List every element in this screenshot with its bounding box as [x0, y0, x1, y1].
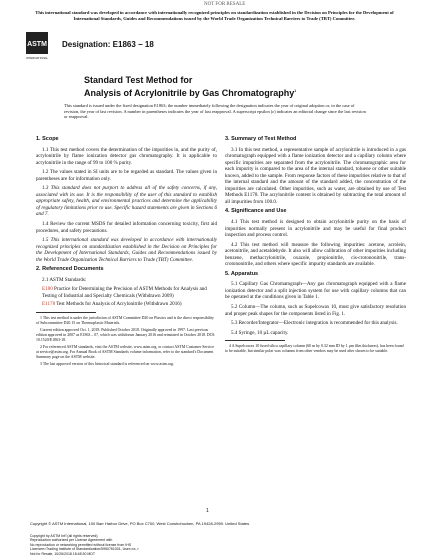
- license-line-3: No reproduction or networking permitted without license from IHS: [30, 542, 132, 547]
- resale-stamp: NOT FOR RESALE: [204, 2, 246, 7]
- right-column: [225, 136, 406, 356]
- para-3-1: 3.1 In this test method, a representative sample of acrylonitrile is introduced in a gas chromatograph equipped with a flame ionization detector and a capillary column where specific impurities are separated from the acrylonitrile. The chromatographic area for each impurity is compared to the area of the internal standard, toluene or other suitable known, added to the sample. From response factors of these impurities relative to that of the internal standard and the amount of the standard added, the concentration of the impurities are calculated. Other impurities, such as water, are obtained by use of Test Methods E1178. The acrylonitrile content is obtained by subtracting the total amount of all impurities from 100.0.: [225, 146, 406, 205]
- svg-text:INTERNATIONAL: INTERNATIONAL: [26, 56, 48, 60]
- link-e1178[interactable]: E1178: [42, 301, 56, 308]
- para-4-1: 4.1 This test method is designed to obtain acrylonitrile purity on the basis of impurities normally present in acrylonitrile and may be useful for final product inspection and process control.: [225, 219, 406, 239]
- footnote-2: 2 For referenced ASTM standards, visit the ASTM website, www.astm.org, or contact ASTM Customer Service at service@astm.org. For Annual Book of ASTM Standards volume information, refer to the standard's Document Summary page on the ASTM website.: [36, 345, 214, 360]
- para-2-1: 2.1 ASTM Standards:: [42, 276, 87, 283]
- title-line-2: Analysis of Acrylonitrile by Gas Chromatography: [84, 88, 295, 98]
- copyright-line: Copyright © ASTM International, 100 Barr Harbor Drive, PO Box C700, West Conshohocken, PA 19428-2959. United States: [30, 521, 250, 526]
- para-5-2: 5.2 Column—The column, such as Supelcowax 10, must give satisfactory resolution and proper peak shapes for the components listed in Fig. 1.: [225, 304, 406, 317]
- title-line-1: Standard Test Method for: [84, 75, 193, 85]
- para-1-1: 1.1 This test method covers the determination of the impurities in, and the purity of, acrylonitrile by flame ionization detector gas chromatography. It is applicable to acrylonitrile in the range of 99 to 100 % purity.: [36, 146, 217, 166]
- section-summary-heading: 3. Summary of Test Method: [225, 136, 297, 142]
- footnote-divider-right: [225, 340, 285, 341]
- footnote-divider: [36, 312, 96, 313]
- footnote-1: 1 This test method is under the jurisdiction of ASTM Committee D20 on Plastics and is the direct responsibility of Subcommittee D20.15 on Thermoplastic Materials.: [36, 316, 214, 326]
- license-block: [30, 534, 350, 556]
- section-references-heading: 2. Referenced Documents: [36, 266, 104, 273]
- designation: Designation: E1863 − 18: [62, 40, 154, 49]
- document-title: [84, 75, 384, 99]
- section-apparatus-heading: 5. Apparatus: [225, 270, 259, 277]
- svg-text:ASTM: ASTM: [27, 41, 47, 48]
- para-4-2: 4.2 This test method will measure the following impurities: acetone, acrolein, acetonitrile, and acetaldehyde. It also will allow calibration of other impurities including benzene, methacrylonitrile, oxazole, propionitrile, cis-crotononitrile, trans-crotononitrile, and others where specific impurity standards are available.: [225, 241, 406, 268]
- para-5-4: 5.4 Syringe, 10 µL capacity.: [231, 329, 289, 336]
- page-number: 1: [206, 508, 209, 514]
- footnote-3: 3 The last approved version of this historical standard is referenced on www.astm.org.: [40, 362, 174, 367]
- license-line-1: Copyright by ASTM Int'l (all rights reserved);: [30, 534, 99, 538]
- license-line-2: Reproduction authorized per License Agreement with: [30, 538, 113, 543]
- para-1-2: 1.2 The values stated in SI units are to be regarded as standard. The values given in parentheses are for information only.: [36, 169, 217, 182]
- section-scope-heading: 1. Scope: [36, 136, 59, 142]
- link-e180[interactable]: E180: [42, 286, 53, 293]
- license-line-5: Not for Resale, 10/26/2018 18:48:30 MDT: [30, 551, 95, 556]
- footnote-1-edition: Current edition approved Oct. 1, 2018. Published October 2018. Originally approved in 1997. Last previous edition approved in 2007 as E1863 – 07, which was withdrawn January 2016 and reinstated in October 2018. DOI: 10.1520/E1863-18.: [36, 328, 215, 343]
- tbt-notice: This international standard was developed in accordance with internationally recognized principles on standardization established in the Decision on Principles for the Development of International Standards, Guides and Recommendations issued by the World Trade Organization Technical Barriers to Trade (TBT) Committee.: [35, 10, 394, 21]
- left-column: [36, 136, 217, 369]
- reference-e180: E180 Practice for Determining the Precision of ASTM Methods for Analysis and Testing of Industrial and Specialty Chemicals (Withdrawn 2009): [42, 286, 207, 299]
- astm-logo-icon: [26, 32, 48, 62]
- para-1-5: 1.5 This international standard was developed in accordance with internationally recognized principles on standardization established in the Decision on Principles for the Development of International Standards, Guides and Recommendations issued by the World Trade Organization Technical Barriers to Trade (TBT) Committee.: [36, 237, 217, 263]
- reference-e1178: E1178 Test Methods for Analysis of Acrylonitrile (Withdrawn 2016): [42, 301, 182, 308]
- para-5-3: 5.3 Recorder/Integrator—Electronic integration is recommended for this analysis.: [231, 320, 398, 327]
- para-5-1: 5.1 Capillary Gas Chromatograph—Any gas chromatograph equipped with a flame ionization detector and a split injection system for use with capillary columns that can be operated at the conditions given in Table 1.: [225, 281, 406, 301]
- footnote-4: 4 A Supelcowax 10 fused silica capillary column (60 m by 0.32 mm ID by 1 µm film thickness), has been found to be suitable, but similar polar wax columns from other vendors may be used after shown to be suitable.: [225, 344, 404, 354]
- para-1-4: 1.4 Review the current MSDS for detailed information concerning toxicity, first aid procedures, and safety precautions.: [36, 221, 217, 234]
- issuance-note: This standard is issued under the fixed designation E1863; the number immediately following the designation indicates the year of original adoption or, in the case of revision, the year of last revision. A number in parentheses indicates the year of last reapproval. A superscript epsilon (ε) indicates an editorial change since the last revision or reapproval.: [64, 103, 366, 120]
- license-line-4: Licensee=Trading Institute of Standardization/5950761001, User=xx, r: [30, 547, 139, 552]
- title-footnote-mark: 1: [294, 89, 296, 93]
- para-1-3: 1.3 This standard does not purport to address all of the safety concerns, if any, associated with its use. It is the responsibility of the user of this standard to establish appropriate safety, health, and environmental practices and determine the applicability of regulatory limitations prior to use. Specific hazard statements are given in Sections 6 and 7.: [36, 185, 217, 218]
- section-significance-heading: 4. Significance and Use: [225, 208, 287, 215]
